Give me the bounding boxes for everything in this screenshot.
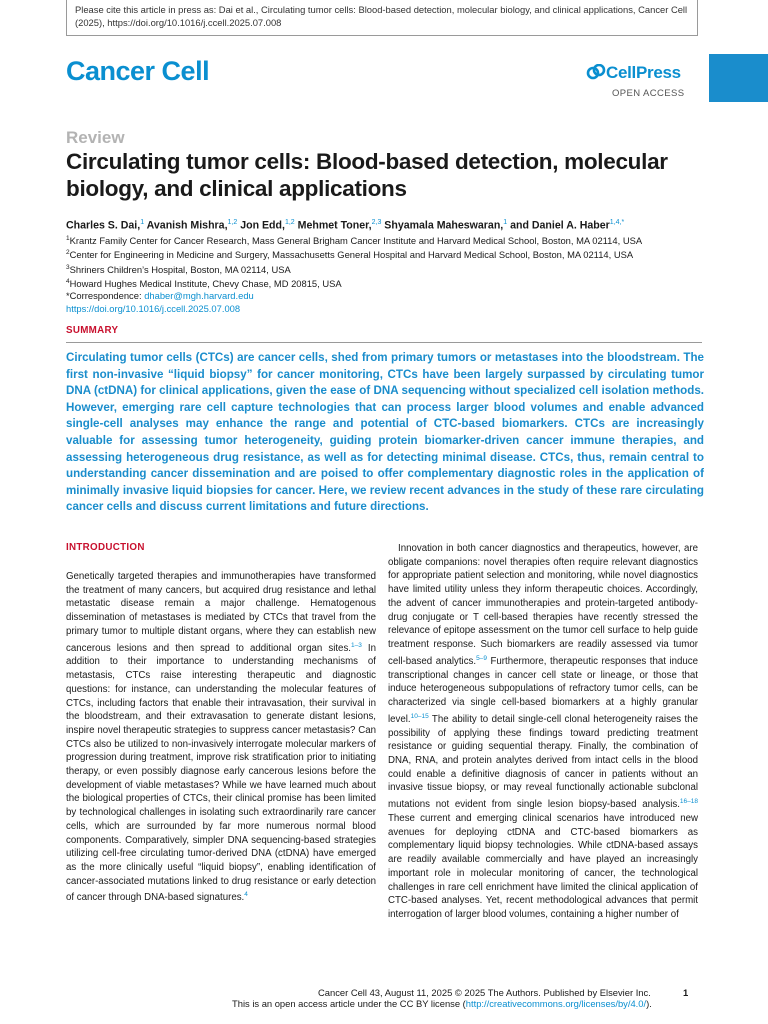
license-prefix: This is an open access article under the CC BY license ( xyxy=(232,998,466,1009)
reference-link[interactable]: 5–9 xyxy=(476,654,487,662)
author-affiliation-ref[interactable]: 1 xyxy=(503,219,508,226)
author-affiliation-ref[interactable]: 1 xyxy=(140,219,145,226)
article-type: Review xyxy=(66,128,125,147)
affiliation-line: $^1$Krantz Family Center for Cancer Research, Mass General Brigham Cancer Institute and Harvard Medical School, Boston, MA 02114, USA xyxy=(66,235,643,247)
summary-heading: SUMMARY xyxy=(66,325,119,336)
author-affiliation-ref[interactable]: 1,4,* xyxy=(609,219,625,226)
reference-link[interactable]: 10–15 xyxy=(410,712,429,720)
cite-notice: Please cite this article in press as: Dai et al., Circulating tumor cells: Blood-based detection, molecular biology, and clinical applications, Cancer Cell (2025), https://doi.org/10.1016/j.ccell.2025.07.008 xyxy=(75,4,688,28)
footer-license xyxy=(232,998,652,1011)
author-affiliation-ref[interactable]: 2,3 xyxy=(371,219,382,226)
author-name: Shyamala Maheswaran, xyxy=(384,219,504,232)
doi-link[interactable]: https://doi.org/10.1016/j.ccell.2025.07.008 xyxy=(66,302,241,314)
summary-text: Circulating tumor cells (CTCs) are cancer cells, shed from primary tumors or metastases into the bloodstream. The first non-invasive “liquid biopsy” for cancer monitoring, CTCs have been largely surpassed by circulating tumor DNA (ctDNA) for clinical applications, given the ease of DNA sequencing without specialized cell isolation methods. However, emerging rare cell capture technologies that can process larger blood volumes and enable advanced single-cell analyses may enhance the range and potential of CTC-based biomarkers. CTCs are increasingly valuable for assessing tumor heterogeneity, guiding protein biomarker-driven cancer immune therapies, and assessing heterogeneous drug resistance, as well as for detecting minimal disease. CTCs, thus, remain central to understanding cancer dissemination and are poised to offer complementary diagnostic roles in the application of minimally invasive liquid biopsies for cancer. Here, we review recent advances in the study of these rare circulating cancer cells and discuss current limitations and future directions. xyxy=(66,351,704,514)
reference-link[interactable]: 1–3 xyxy=(350,641,362,649)
footer-citation: Cancer Cell 43, August 11, 2025 © 2025 The Authors. Published by Elsevier Inc. xyxy=(318,987,651,998)
correspondence-email-link[interactable]: dhaber@mgh.harvard.edu xyxy=(144,290,254,302)
affiliation-line: $^3$Shriners Children’s Hospital, Boston, MA 02114, USA xyxy=(66,263,291,275)
open-access-label: OPEN ACCESS xyxy=(612,88,685,99)
author-name: Avanish Mishra, xyxy=(146,219,228,232)
article-title: Circulating tumor cells: Blood-based detection, molecular biology, and clinical applications xyxy=(66,149,668,201)
affiliations xyxy=(66,233,726,315)
reference-link[interactable]: 4 xyxy=(244,891,248,899)
author-list xyxy=(66,219,706,232)
intro-paragraph-right: Innovation in both cancer diagnostics and therapeutics, however, are obligate companions: novel therapies often require relevant diagnostics for appropriate patient selection and monitoring, while novel diagnostics have limited utility unless they inform therapeutic choices. Accordingly, the advent of cancer immunotherapies and protein-targeted antibody-drug conjugate or T cell-based therapies have recently stressed the relevance of epitope assessment on the tumor cell surface to help guide treatment response. Such biomarkers are readily assessed via tumor cell-based analytics.$^{5-9}$ Furthermore, therapeutic responses that induce transcriptional changes in cancer cell state or lineage, or those that induce heterogeneous subpopulations of refractory tumor cells, can be characterized via single cell-based biomarkers at a highly granular level.$^{10-15}$ The ability to detail single-cell clonal heterogeneity raises the possibility of applying these findings toward predicting treatment resistance or guiding sequential therapy. Finally, the combination of DNA, RNA, and protein analytes derived from intact cells in the blood could enable a definitive diagnosis of cancer in patients without an invasive tissue biopsy, or may reveal functionally actionable subclonal mutations not evident from single lesion biopsy-based analysis.$^{16-18}$ These current and emerging clinical scenarios have introduced new avenues for deploying ctDNA and CTC-based biomarkers as complementary liquid biopsy technologies. While ctDNA-based assays are readily available commercially and have played an increasingly important role in molecular monitoring of cancer, the technological challenges in rare cell enrichment have limited the clinical application of CTC-based analyses. Yet, recent methodological advances that permit interrogation of larger blood volumes, containing a higher number of xyxy=(388,543,699,920)
affiliation-line: $^2$Center for Engineering in Medicine and Surgery, Massachusetts General Hospital and Harvard Medical School, Boston, MA 02114, USA xyxy=(66,249,634,261)
author-affiliation-ref[interactable]: 1,2 xyxy=(227,219,238,226)
license-link[interactable]: http://creativecommons.org/licenses/by/4.0/ xyxy=(465,998,647,1009)
correspondence-label: *Correspondence: xyxy=(66,290,145,302)
author-name: Mehmet Toner, xyxy=(297,219,372,232)
author-name: and Daniel A. Haber xyxy=(510,219,610,232)
author-name: Charles S. Dai, xyxy=(66,219,141,232)
affiliation-line: $^4$Howard Hughes Medical Institute, Chevy Chase, MD 20815, USA xyxy=(66,277,342,290)
journal-title: Cancer Cell xyxy=(66,56,210,86)
intro-column-left xyxy=(66,570,376,905)
license-suffix: ). xyxy=(646,998,652,1009)
author-affiliation-ref[interactable]: 1,2 xyxy=(284,219,295,226)
journal-color-tab xyxy=(709,54,768,102)
cellpress-logo[interactable] xyxy=(586,63,681,83)
intro-column-right xyxy=(388,542,698,922)
intro-paragraph-left: Genetically targeted therapies and immunotherapies have transformed the treatment of many cancers, but acquired drug resistance and lethal metastatic disease remain a major challenge. Hematogenous dissemination of metastases is mediated by CTCs that travel from the primary tumor to multiple distant organs, where they can establish new cancerous lesions and then spread to additional organ sites.$^{1-3}$ In addition to their importance to understanding mechanisms of metastasis, CTCs raise interesting therapeutic and diagnostic questions: for instance, can understanding the molecular features of CTCs, including factors that enable their intravasation, their survival in the bloodstream, and their extravasation to generate distant lesions, inspire novel therapeutic strategies to suppress cancer metastasis? Can CTCs also be utilized to non-invasively interrogate molecular markers of progression during treatment, improve risk stratification prior to initiating therapy, or even possibly diagnose early cancerous lesions before the development of viable metastases? While we have learned much about the biological properties of CTCs, their clinical promise has been limited by technological challenges in isolating such extraordinarily rare cancer cells, which are surrounded by far more numerous normal blood components. Comparatively, simpler DNA sequencing-based strategies utilizing cell-free circulating tumor-derived DNA (ctDNA) have emerged as the more clinically useful “liquid biopsy”, enabling identification of cancer-associated mutations linked to drug resistance or early detection of cancer through DNA-based signatures.$^4$ xyxy=(66,571,376,904)
publisher-name: CellPress xyxy=(606,63,681,82)
cite-notice-box xyxy=(66,0,698,36)
correspondence xyxy=(66,290,726,302)
introduction-heading: INTRODUCTION xyxy=(66,542,145,553)
cellpress-icon xyxy=(586,64,606,80)
page-number: 1 xyxy=(683,987,689,998)
author-name: Jon Edd, xyxy=(240,219,285,232)
reference-link[interactable]: 16–18 xyxy=(679,798,698,806)
summary-divider xyxy=(66,342,702,343)
